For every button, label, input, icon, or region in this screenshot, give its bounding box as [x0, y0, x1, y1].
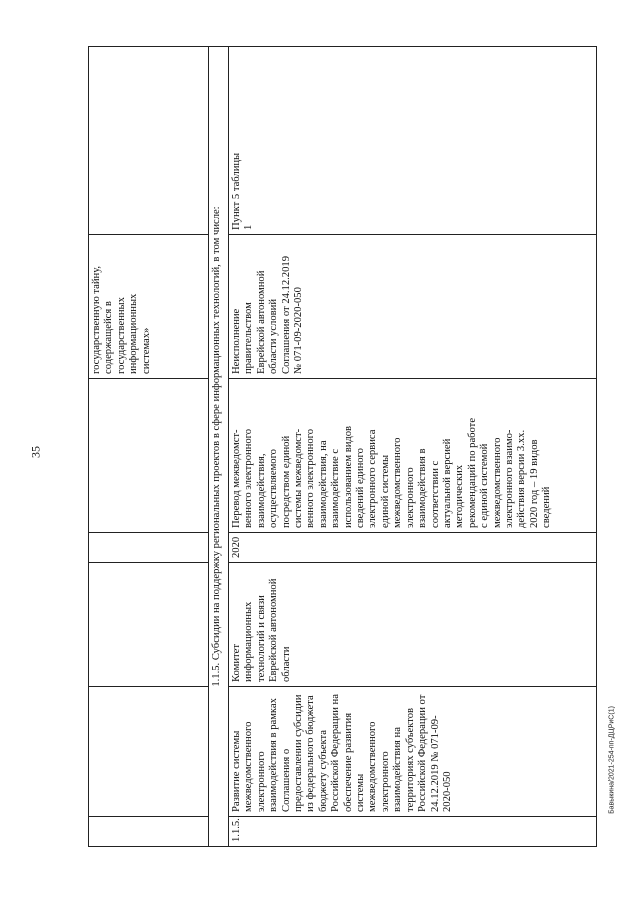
top-row-cell — [89, 817, 209, 847]
measures-table — [88, 46, 597, 847]
page-number: 35 — [28, 446, 43, 458]
document-code: Бавыкина/2021-254-пп-ДЦРиС(1) — [608, 706, 616, 814]
top-row-cell — [89, 687, 209, 817]
measure-name: Развитие системы межведомственного электронного взаимодействия в рамках Соглашения о предоставлении субсидии из федерального бюджета бюджету субъекта Российской Федерации на обеспечение развития системы межведомственного электронного взаимодействия на территориях субъектов Российской Федерации от 24.12.2019 № 071-09- 2020-050 — [229, 687, 597, 817]
section-title: 1.1.5. Субсидии на поддержку региональных проектов в сфере информационных технологий, в том числе: — [209, 47, 229, 847]
table-row — [229, 47, 597, 847]
reason: Неисполнение правительством Еврейской автономной области условий Соглашения от 24.12.2019 № 071-09-2020-050 — [229, 235, 597, 379]
top-row-cell — [89, 563, 209, 687]
top-row-continued-text: государственную тайну, содержащейся в государственных информационных системах» — [89, 235, 209, 379]
reference: Пункт 5 таблицы 1 — [229, 47, 597, 235]
expected-result: Перевод межведомст- венного электронного взаимодействия, осуществляемого посредством единой системы межведомст- венного электронного взаимодействия, на взаимодействие с использованием видов сведений единого электронного сервиса единой системы межведомственного электронного взаимодействия в соответствии с актуальной версией методических рекомендаций по работе с единой системой межведомственного электронного взаимо- действия версии 3.хх. 2020 год – 19 видов сведений — [229, 379, 597, 533]
rotated-page-content — [88, 47, 598, 847]
continued-row — [89, 47, 209, 847]
executor: Комитет информационных технологий и связи Еврейской автономной области — [229, 563, 597, 687]
top-row-cell — [89, 379, 209, 533]
year: 2020 — [229, 533, 597, 563]
row-id: 1.1.5.1 — [229, 817, 597, 847]
section-row — [209, 47, 229, 847]
top-row-cell — [89, 47, 209, 235]
top-row-cell — [89, 533, 209, 563]
